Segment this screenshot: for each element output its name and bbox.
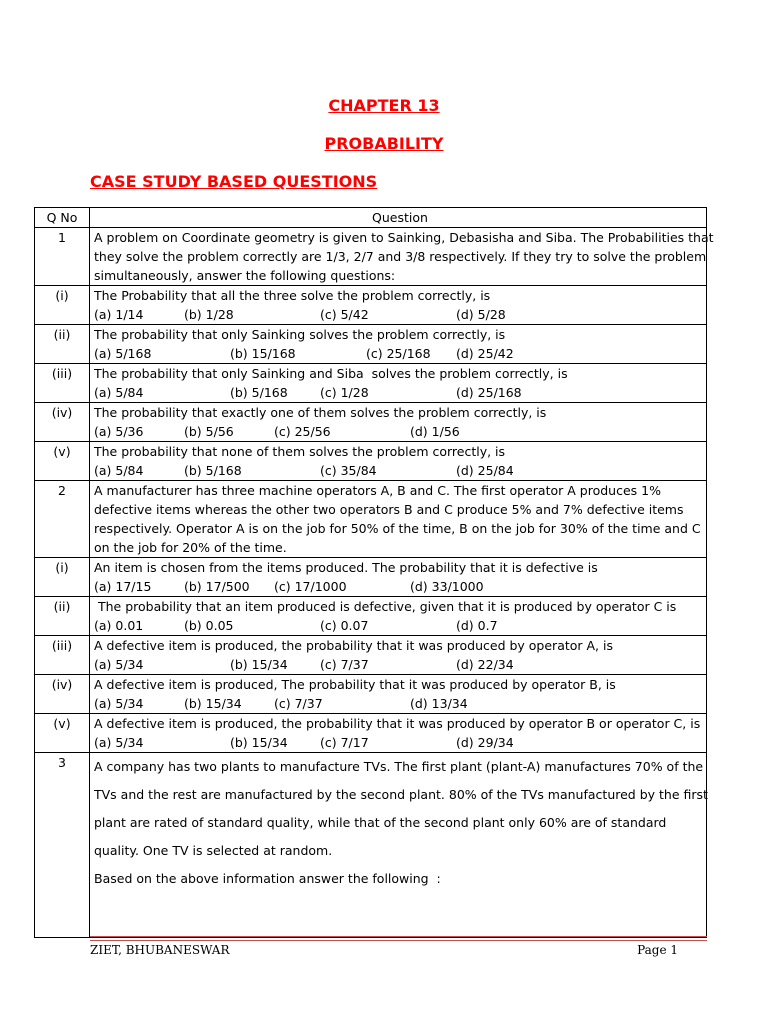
option-b: (b) 15/34 (230, 657, 288, 672)
subquestion-number: (iii) (35, 364, 90, 403)
topic-title: PROBABILITY (324, 134, 444, 153)
subquestion-cell (90, 597, 707, 636)
option-d: (d) 13/34 (410, 696, 468, 711)
option-b: (b) 15/168 (230, 346, 296, 361)
table-header-row (35, 208, 707, 228)
subquestion-text: The probability that exactly one of them solves the problem correctly, is (94, 405, 547, 420)
subquestion-text: The probability that only Sainking solves the problem correctly, is (94, 327, 506, 342)
question-line: simultaneously, answer the following questions: (94, 268, 396, 283)
subquestion-text: An item is chosen from the items produced. The probability that it is defective is (94, 560, 598, 575)
question-row (35, 228, 707, 286)
option-a: (a) 5/84 (94, 463, 144, 478)
option-d: (d) 29/34 (456, 735, 514, 750)
question-line: they solve the problem correctly are 1/3, 2/7 and 3/8 respectively. If they try to solve the problem (94, 249, 707, 264)
option-c: (c) 35/84 (320, 463, 377, 478)
subquestion-cell (90, 325, 707, 364)
option-c: (c) 17/1000 (274, 579, 347, 594)
question-text (90, 753, 707, 938)
options-line (94, 305, 706, 324)
subquestion-cell (90, 714, 707, 753)
option-a: (a) 0.01 (94, 618, 144, 633)
footer-institution: ZIET, BHUBANESWAR (90, 943, 230, 957)
subquestion-row (35, 636, 707, 675)
subquestion-text: The probability that only Sainking and Siba solves the problem correctly, is (94, 366, 568, 381)
option-a: (a) 5/36 (94, 424, 144, 439)
subquestion-number: (i) (35, 558, 90, 597)
question-text (90, 228, 714, 286)
chapter-title: CHAPTER 13 (328, 96, 440, 115)
options-line (94, 577, 706, 596)
options-line (94, 694, 706, 713)
question-row (35, 481, 707, 558)
subquestion-number: (i) (35, 286, 90, 325)
subquestion-cell (90, 675, 707, 714)
option-d: (d) 1/56 (410, 424, 460, 439)
subquestion-text: A defective item is produced, the probability that it was produced by operator B or operator C, is (94, 716, 701, 731)
option-d: (d) 33/1000 (410, 579, 484, 594)
option-d: (d) 22/34 (456, 657, 514, 672)
question-number: 1 (35, 228, 90, 286)
option-b: (b) 17/500 (184, 579, 250, 594)
option-b: (b) 5/168 (230, 385, 288, 400)
subquestion-cell (90, 403, 707, 442)
options-line (94, 733, 706, 752)
subquestion-row (35, 714, 707, 753)
subquestion-number: (v) (35, 714, 90, 753)
subquestion-text: A defective item is produced, the probability that it was produced by operator A, is (94, 638, 613, 653)
question-text (90, 481, 707, 558)
question-number: 2 (35, 481, 90, 558)
option-b: (b) 15/34 (230, 735, 288, 750)
subquestion-cell (90, 442, 707, 481)
footer-divider (90, 936, 707, 941)
subquestion-row (35, 403, 707, 442)
footer-page-number: Page 1 (637, 943, 678, 957)
option-b: (b) 1/28 (184, 307, 234, 322)
subquestion-cell (90, 364, 707, 403)
options-line (94, 344, 706, 363)
subquestion-number: (iii) (35, 636, 90, 675)
subquestion-row (35, 364, 707, 403)
option-b: (b) 0.05 (184, 618, 234, 633)
subquestion-number: (iv) (35, 403, 90, 442)
option-c: (c) 5/42 (320, 307, 369, 322)
option-b: (b) 15/34 (184, 696, 242, 711)
options-line (94, 422, 706, 441)
question-line: A problem on Coordinate geometry is given to Sainking, Debasisha and Siba. The Probabilities that (94, 230, 714, 245)
question-line: quality. One TV is selected at random. (94, 843, 333, 858)
subquestion-text: A defective item is produced, The probability that it was produced by operator B, is (94, 677, 616, 692)
subquestion-cell (90, 558, 707, 597)
options-line (94, 461, 706, 480)
option-a: (a) 5/168 (94, 346, 152, 361)
subquestion-text: The probability that an item produced is defective, given that it is produced by operator C is (94, 599, 677, 614)
option-d: (d) 25/168 (456, 385, 522, 400)
subquestion-number: (v) (35, 442, 90, 481)
option-c: (c) 7/37 (274, 696, 323, 711)
subquestion-row (35, 325, 707, 364)
subquestion-row (35, 286, 707, 325)
option-b: (b) 5/168 (184, 463, 242, 478)
option-c: (c) 25/56 (274, 424, 331, 439)
subquestion-text: The probability that none of them solves the problem correctly, is (94, 444, 506, 459)
subquestion-number: (iv) (35, 675, 90, 714)
question-row (35, 753, 707, 938)
option-a: (a) 5/34 (94, 696, 144, 711)
option-a: (a) 5/34 (94, 735, 144, 750)
option-c: (c) 0.07 (320, 618, 369, 633)
option-c: (c) 7/17 (320, 735, 369, 750)
option-d: (d) 0.7 (456, 618, 498, 633)
subquestion-number: (ii) (35, 325, 90, 364)
option-d: (d) 5/28 (456, 307, 506, 322)
question-line: TVs and the rest are manufactured by the second plant. 80% of the TVs manufactured by the first (94, 787, 708, 802)
question-line: A manufacturer has three machine operators A, B and C. The first operator A produces 1% (94, 483, 661, 498)
option-a: (a) 5/34 (94, 657, 144, 672)
subquestion-cell (90, 636, 707, 675)
subquestion-row (35, 442, 707, 481)
question-header: Question (90, 208, 707, 228)
subquestion-row (35, 675, 707, 714)
question-line: defective items whereas the other two operators B and C produce 5% and 7% defective items (94, 502, 684, 517)
options-line (94, 655, 706, 674)
question-number: 3 (35, 753, 90, 938)
option-b: (b) 5/56 (184, 424, 234, 439)
option-a: (a) 17/15 (94, 579, 152, 594)
question-line: plant are rated of standard quality, while that of the second plant only 60% are of standard (94, 815, 667, 830)
question-line: Based on the above information answer the following : (94, 871, 441, 886)
qno-header: Q No (35, 208, 90, 228)
question-line: A company has two plants to manufacture TVs. The first plant (plant-A) manufactures 70% of the (94, 759, 704, 774)
option-a: (a) 1/14 (94, 307, 144, 322)
question-line: respectively. Operator A is on the job for 50% of the time, B on the job for 30% of the time and C (94, 521, 701, 536)
option-d: (d) 25/84 (456, 463, 514, 478)
subquestion-row (35, 558, 707, 597)
option-a: (a) 5/84 (94, 385, 144, 400)
section-title: CASE STUDY BASED QUESTIONS (90, 172, 378, 191)
subquestion-row (35, 597, 707, 636)
subquestion-text: The Probability that all the three solve the problem correctly, is (94, 288, 491, 303)
options-line (94, 616, 706, 635)
option-c: (c) 7/37 (320, 657, 369, 672)
subquestion-number: (ii) (35, 597, 90, 636)
options-line (94, 383, 706, 402)
questions-table (34, 207, 714, 938)
option-d: (d) 25/42 (456, 346, 514, 361)
option-c: (c) 1/28 (320, 385, 369, 400)
question-line: on the job for 20% of the time. (94, 540, 287, 555)
subquestion-cell (90, 286, 707, 325)
option-c: (c) 25/168 (366, 346, 431, 361)
